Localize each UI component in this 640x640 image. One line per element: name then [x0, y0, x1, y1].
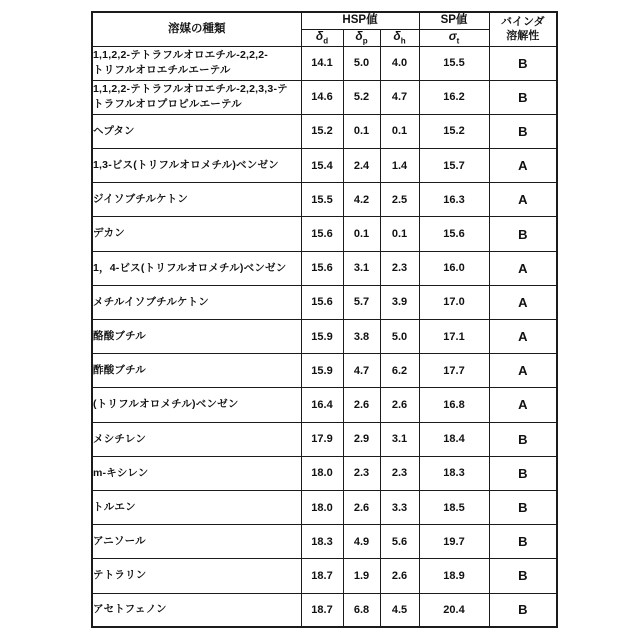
delta-p-value: 4.9 [343, 525, 380, 559]
solvent-name: 1,1,2,2-テトラフルオロエチル-2,2,3,3-テ トラフルオロプロピルエーテル [92, 80, 301, 114]
subscript-d: d [323, 36, 329, 46]
sigma-t-value: 18.9 [419, 559, 489, 593]
binder-solubility-value: A [489, 320, 557, 354]
delta-p-value: 5.7 [343, 285, 380, 319]
table-row [92, 285, 557, 319]
sigma-t-value: 15.2 [419, 114, 489, 148]
binder-solubility-value: A [489, 183, 557, 217]
solvent-name: アニソール [92, 525, 301, 559]
column-header-sp-group: SP値 [419, 12, 489, 29]
table-row [92, 114, 557, 148]
sigma-t-value: 19.7 [419, 525, 489, 559]
delta-d-value: 18.7 [301, 593, 343, 627]
sigma-t-value: 17.7 [419, 354, 489, 388]
binder-solubility-value: B [489, 80, 557, 114]
binder-solubility-value: B [489, 559, 557, 593]
table-row [92, 46, 557, 80]
header-row-groups [92, 12, 557, 29]
solvent-name: (トリフルオロメチル)ベンゼン [92, 388, 301, 422]
sigma-t-value: 18.4 [419, 422, 489, 456]
table-row [92, 490, 557, 524]
solvent-name: トルエン [92, 490, 301, 524]
delta-d-value: 16.4 [301, 388, 343, 422]
delta-d-value: 15.5 [301, 183, 343, 217]
subscript-t: t [456, 36, 460, 46]
sigma-t-value: 16.2 [419, 80, 489, 114]
column-header-binder-solubility: バインダ 溶解性 [489, 12, 557, 46]
table-row [92, 149, 557, 183]
delta-d-value: 15.9 [301, 320, 343, 354]
delta-d-value: 18.0 [301, 490, 343, 524]
table-row [92, 183, 557, 217]
sigma-t-value: 15.7 [419, 149, 489, 183]
sigma-t-value: 15.5 [419, 46, 489, 80]
binder-solubility-value: B [489, 114, 557, 148]
sigma-t-value: 18.5 [419, 490, 489, 524]
delta-h-value: 2.5 [380, 183, 419, 217]
delta-h-value: 3.9 [380, 285, 419, 319]
delta-p-value: 5.0 [343, 46, 380, 80]
table-row [92, 320, 557, 354]
table-row [92, 217, 557, 251]
delta-p-value: 6.8 [343, 593, 380, 627]
delta-h-value: 2.3 [380, 456, 419, 490]
delta-h-value: 6.2 [380, 354, 419, 388]
solvent-name: 1，4-ビス(トリフルオロメチル)ベンゼン [92, 251, 301, 285]
solvent-name: m-キシレン [92, 456, 301, 490]
subscript-h: h [400, 36, 406, 46]
delta-p-value: 5.2 [343, 80, 380, 114]
delta-p-value: 4.7 [343, 354, 380, 388]
table-row [92, 354, 557, 388]
solvent-hsp-table [91, 11, 558, 628]
delta-d-value: 15.9 [301, 354, 343, 388]
solvent-name: アセトフェノン [92, 593, 301, 627]
solvent-name: ヘプタン [92, 114, 301, 148]
delta-d-value: 15.6 [301, 217, 343, 251]
subscript-p: p [362, 36, 368, 46]
solvent-name: 1,3-ビス(トリフルオロメチル)ベンゼン [92, 149, 301, 183]
column-header-delta-h [380, 29, 419, 46]
delta-symbol: δ [355, 29, 363, 43]
delta-p-value: 2.6 [343, 388, 380, 422]
binder-solubility-value: A [489, 149, 557, 183]
delta-h-value: 1.4 [380, 149, 419, 183]
binder-solubility-value: A [489, 388, 557, 422]
column-header-solvent-type: 溶媒の種類 [92, 12, 301, 46]
binder-solubility-value: A [489, 285, 557, 319]
solvent-name: 酪酸ブチル [92, 320, 301, 354]
table-row [92, 388, 557, 422]
delta-p-value: 2.9 [343, 422, 380, 456]
delta-p-value: 0.1 [343, 114, 380, 148]
table-row [92, 559, 557, 593]
table-row [92, 422, 557, 456]
table-row [92, 251, 557, 285]
delta-d-value: 15.2 [301, 114, 343, 148]
delta-h-value: 4.0 [380, 46, 419, 80]
delta-p-value: 4.2 [343, 183, 380, 217]
delta-h-value: 0.1 [380, 114, 419, 148]
column-header-delta-d [301, 29, 343, 46]
delta-d-value: 15.4 [301, 149, 343, 183]
sigma-t-value: 16.8 [419, 388, 489, 422]
solvent-name: ジイソブチルケトン [92, 183, 301, 217]
solvent-name: メチルイソブチルケトン [92, 285, 301, 319]
delta-p-value: 0.1 [343, 217, 380, 251]
delta-h-value: 2.6 [380, 559, 419, 593]
solvent-name: メシチレン [92, 422, 301, 456]
solvent-name: デカン [92, 217, 301, 251]
binder-solubility-value: B [489, 593, 557, 627]
delta-d-value: 14.6 [301, 80, 343, 114]
binder-solubility-value: B [489, 46, 557, 80]
delta-p-value: 2.6 [343, 490, 380, 524]
table-row [92, 80, 557, 114]
delta-h-value: 3.1 [380, 422, 419, 456]
sigma-t-value: 16.0 [419, 251, 489, 285]
column-header-delta-p [343, 29, 380, 46]
delta-symbol: δ [315, 29, 324, 43]
table-row [92, 456, 557, 490]
delta-p-value: 3.1 [343, 251, 380, 285]
solvent-name: 酢酸ブチル [92, 354, 301, 388]
sigma-t-value: 18.3 [419, 456, 489, 490]
table-row [92, 593, 557, 627]
column-header-hsp-group: HSP値 [301, 12, 419, 29]
delta-p-value: 3.8 [343, 320, 380, 354]
sigma-t-value: 17.0 [419, 285, 489, 319]
delta-d-value: 17.9 [301, 422, 343, 456]
binder-solubility-value: B [489, 490, 557, 524]
column-header-sigma-t [419, 29, 489, 46]
binder-solubility-value: A [489, 251, 557, 285]
table-row [92, 525, 557, 559]
delta-d-value: 14.1 [301, 46, 343, 80]
binder-solubility-value: B [489, 456, 557, 490]
sigma-t-value: 15.6 [419, 217, 489, 251]
delta-h-value: 5.6 [380, 525, 419, 559]
delta-d-value: 15.6 [301, 251, 343, 285]
delta-d-value: 18.3 [301, 525, 343, 559]
table-body [92, 46, 557, 627]
binder-solubility-value: A [489, 354, 557, 388]
delta-p-value: 1.9 [343, 559, 380, 593]
binder-solubility-value: B [489, 525, 557, 559]
delta-h-value: 2.3 [380, 251, 419, 285]
sigma-t-value: 16.3 [419, 183, 489, 217]
delta-symbol: δ [393, 29, 401, 43]
delta-d-value: 15.6 [301, 285, 343, 319]
delta-h-value: 5.0 [380, 320, 419, 354]
solvent-name: テトラリン [92, 559, 301, 593]
sigma-t-value: 20.4 [419, 593, 489, 627]
delta-h-value: 4.5 [380, 593, 419, 627]
delta-p-value: 2.3 [343, 456, 380, 490]
delta-d-value: 18.0 [301, 456, 343, 490]
sigma-symbol: σ [448, 29, 457, 43]
delta-d-value: 18.7 [301, 559, 343, 593]
delta-h-value: 2.6 [380, 388, 419, 422]
delta-p-value: 2.4 [343, 149, 380, 183]
delta-h-value: 3.3 [380, 490, 419, 524]
binder-solubility-value: B [489, 217, 557, 251]
sigma-t-value: 17.1 [419, 320, 489, 354]
delta-h-value: 4.7 [380, 80, 419, 114]
solvent-name: 1,1,2,2-テトラフルオロエチル-2,2,2- トリフルオロエチルエーテル [92, 46, 301, 80]
binder-solubility-value: B [489, 422, 557, 456]
delta-h-value: 0.1 [380, 217, 419, 251]
